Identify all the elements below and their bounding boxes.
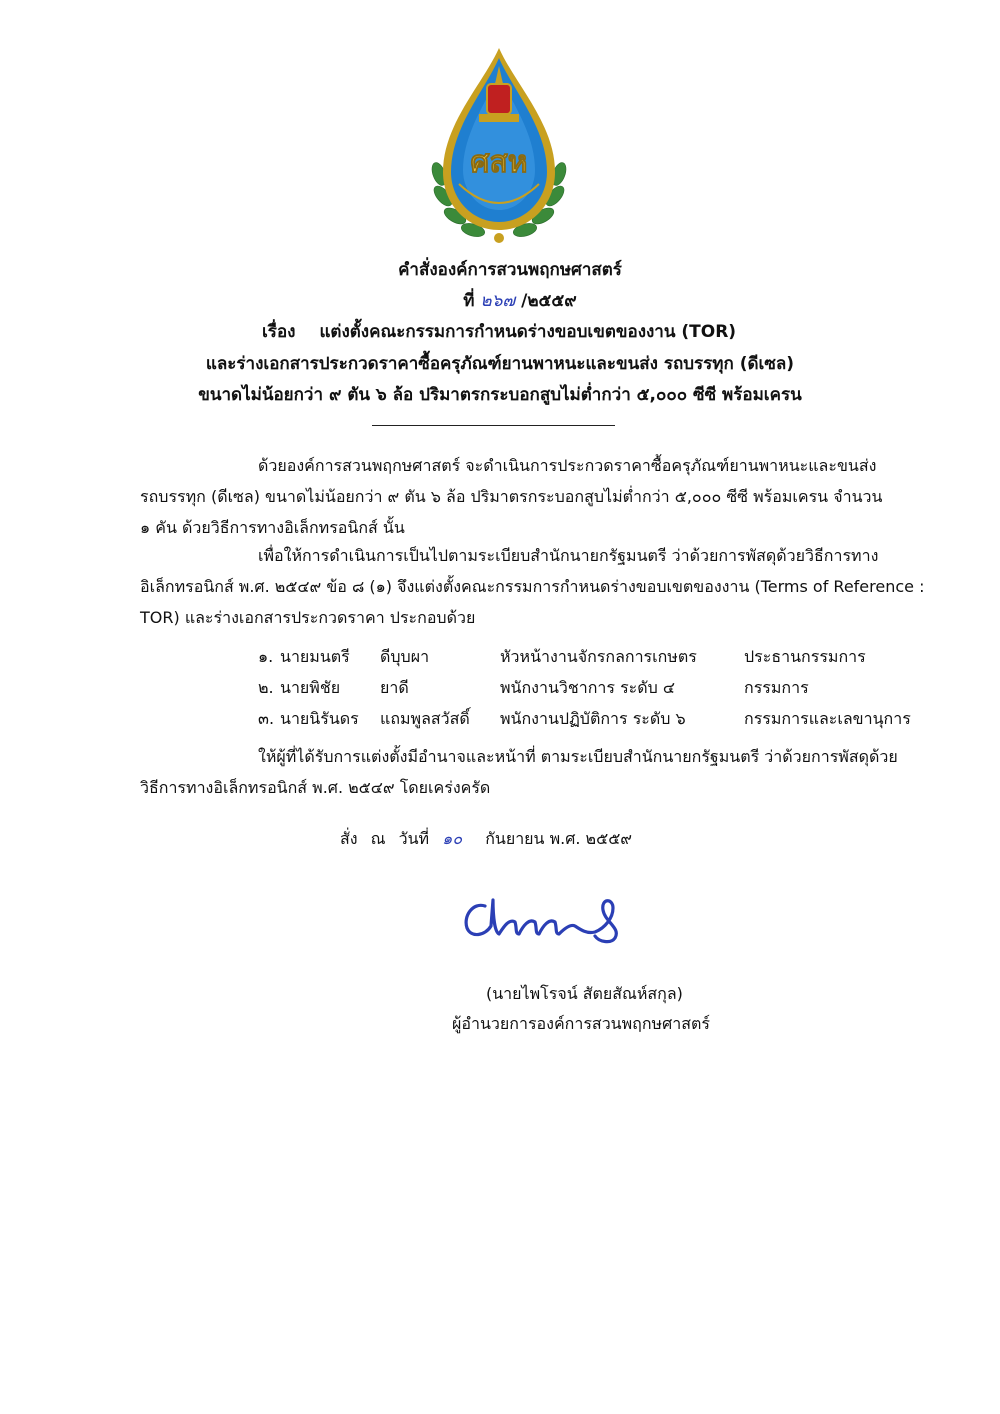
subject-label: เรื่อง xyxy=(262,322,296,342)
member-name: นายพิชัย xyxy=(280,678,341,697)
order-number-year: /๒๕๕๙ xyxy=(521,291,577,311)
order-title: คำสั่งองค์การสวนพฤกษศาสตร์ xyxy=(398,260,622,280)
member-position: พนักงานปฏิบัติการ ระดับ ๖ xyxy=(500,709,686,728)
member-surname: แถมพูลสวัสดิ์ xyxy=(380,709,470,728)
paragraph-line: ๑ คัน ด้วยวิธีการทางอิเล็กทรอนิกส์ นั้น xyxy=(140,518,405,537)
order-date-at: ณ xyxy=(370,829,386,848)
order-number xyxy=(20,290,1000,312)
seal-icon xyxy=(425,44,573,244)
paragraph-2 xyxy=(140,540,925,633)
member-name: นายมนตรี xyxy=(280,647,350,666)
svg-text:ศสห: ศสห xyxy=(470,145,528,180)
member-surname: ยาดี xyxy=(380,678,409,697)
subject-text-1: แต่งตั้งคณะกรรมการกำหนดร่างขอบเขตของงาน (TOR) xyxy=(319,322,737,342)
order-number-handwritten: ๒๖๗ xyxy=(480,291,516,311)
paragraph-line: TOR) และร่างเอกสารประกวดราคา ประกอบด้วย xyxy=(140,608,476,627)
member-position: หัวหน้างานจักรกลการเกษตร xyxy=(500,647,697,666)
paragraph-line: เพื่อให้การดำเนินการเป็นไปตามระเบียบสำนักนายกรัฐมนตรี ว่าด้วยการพัสดุด้วยวิธีการทาง xyxy=(258,546,879,565)
paragraph-line: ให้ผู้ที่ได้รับการแต่งตั้งมีอำนาจและหน้าที่ ตามระเบียบสำนักนายกรัฐมนตรี ว่าด้วยการพัสดุด้วย xyxy=(258,747,898,766)
order-date-day-handwritten: ๑๐ xyxy=(442,829,463,848)
order-number-prefix: ที่ xyxy=(463,291,475,311)
member-position: พนักงานวิชาการ ระดับ ๔ xyxy=(500,678,676,697)
header-divider xyxy=(372,425,615,426)
member-surname: ดีบุบผา xyxy=(380,647,430,666)
paragraph-line: ด้วยองค์การสวนพฤกษศาสตร์ จะดำเนินการประกวดราคาซื้อครุภัณฑ์ยานพาหนะและขนส่ง xyxy=(258,456,877,475)
signer-name: (นายไพโรจน์ สัตยสัณห์สกุล) xyxy=(486,984,683,1003)
signature-icon xyxy=(455,888,645,948)
paragraph-line: รถบรรทุก (ดีเซล) ขนาดไม่น้อยกว่า ๙ ตัน ๖ ล้อ ปริมาตรกระบอกสูบไม่ต่ำกว่า ๕,๐๐๐ ซีซี พร้อมเครน จำนวน xyxy=(140,487,883,506)
paragraph-3 xyxy=(140,741,914,803)
member-role: กรรมการ xyxy=(744,678,809,697)
order-date-prefix: สั่ง xyxy=(340,829,358,848)
subject-line-3: ขนาดไม่น้อยกว่า ๙ ตัน ๖ ล้อ ปริมาตรกระบอกสูบไม่ต่ำกว่า ๕,๐๐๐ ซีซี พร้อมเครน xyxy=(198,385,802,405)
member-role: ประธานกรรมการ xyxy=(744,647,866,666)
member-name: นายนิรันดร xyxy=(280,709,359,728)
order-date-day-label: วันที่ xyxy=(398,829,430,848)
order-date xyxy=(340,827,640,851)
subject-line-2: และร่างเอกสารประกวดราคาซื้อครุภัณฑ์ยานพาหนะและขนส่ง รถบรรทุก (ดีเซล) xyxy=(205,354,795,374)
member-number: ๑. xyxy=(258,647,274,666)
member-number: ๒. xyxy=(258,678,274,697)
paragraph-line: อิเล็กทรอนิกส์ พ.ศ. ๒๕๔๙ ข้อ ๘ (๑) จึงแต่งตั้งคณะกรรมการกำหนดร่างขอบเขตของงาน (Terms of Reference : xyxy=(140,577,925,596)
order-date-month-year: กันยายน พ.ศ. ๒๕๕๙ xyxy=(485,829,633,848)
member-role: กรรมการและเลขานุการ xyxy=(744,709,911,728)
paragraph-line: วิธีการทางอิเล็กทรอนิกส์ พ.ศ. ๒๕๔๙ โดยเคร่งครัด xyxy=(140,778,491,797)
paragraph-1 xyxy=(140,450,914,543)
subject-line-1 xyxy=(262,321,736,343)
member-number: ๓. xyxy=(258,709,275,728)
signer-title: ผู้อำนวยการองค์การสวนพฤกษศาสตร์ xyxy=(452,1014,710,1033)
